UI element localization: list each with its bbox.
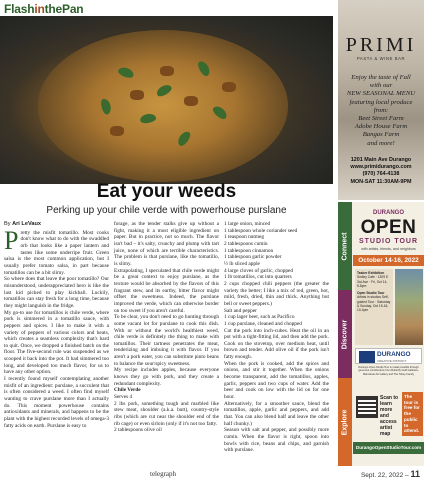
ingredient: 1 large onion, minced — [224, 221, 271, 227]
studio-photo — [395, 269, 423, 345]
tour-website-link[interactable]: DurangoOpenStudioTour.com — [353, 442, 424, 454]
primi-contact — [338, 157, 424, 186]
paragraph: So where does that leave the poor tomatillo? Our misunderstood, underappreciated hero is like the last kid picked to play kickball. Luckily, tomatillos can stay fresh for a long time, because they might languish in the fridge. — [4, 276, 109, 309]
paragraph: I recently found myself contemplating another misfit of an ingredient: purslane, a succulent that is often considered a weed. I often find myself wanting to crave purslane more than I actually do. This moment powerhouse contains antioxidants and minerals, and happens to be the plant with the highest recorded levels of omega-3 fatty acids on earth. Purslane is easy to — [4, 376, 109, 429]
ingredient: 1 tablespoon cinnamon — [224, 247, 274, 254]
ingredient: 1 cup lager beer, such as Pacifico — [224, 314, 295, 321]
article-column-3 — [224, 221, 329, 468]
paragraph: My recipe includes apples, because everyone knows they go with pork, and they create a redundant complexity. — [114, 367, 219, 387]
creative-district-logo: DURANGO CREATIVE DISTRICT — [355, 348, 422, 364]
sidebar-discover: Discover — [338, 290, 352, 378]
recipe-step: Season with salt and pepper, and possibly more cumin. When the flavor is right, spoon into bowls with rice, beans and chips, and garnish with purslane. — [224, 427, 329, 454]
ingredient: 1 lb tomatillos, cut into quarters — [224, 274, 292, 281]
sponsor-fine-print: Durango Open Studio Tour is made possible through generous contributions from Butterfly Gold Galleries, Mainstreet Art Gallery and The Tobey Family — [358, 366, 419, 376]
ingredient: 2 cups chopped chili peppers (the greater the variety the better; I like a mix of red, green, hot, mild, fresh, dried, thin and thick. Anything but bell or sweet peppers.) — [224, 280, 329, 307]
primi-tagline: Enjoy the taste of Fall with our NEW SEASONAL MENU featuring local produce from: Beet Street Farm Adobe House Farm Bangas Farm and more! — [346, 74, 416, 147]
recipe-step: Cut the pork into inch-cubes. Heat the oil in an pot with a tight-fitting lid, and then add the pork. Cook on the stovetop, over medium heat, until brown and tender. Add olive oil if the pork isn't fatty enough. — [224, 327, 329, 361]
recipe-step: Alternatively, for a smoother sauce, blend the tomatillos, apple, garlic and peppers, and add that. You can also blend half and leave the other half chunky.) — [224, 400, 329, 427]
sidebar-explore: Explore — [338, 378, 352, 466]
paragraph: retty the misfit tomatillo. Most cooks don't know what to do with the swaddled orb that looks like a paper lantern and tastes like some underripe fruit. Green salsa is the most common application, but I usually prefer tomato salsa, in part because tomatillos can be a bit slimy. — [4, 229, 109, 276]
chile-verde-photo — [0, 16, 333, 184]
paragraph: Extrapolating, I speculated that chile verde might be a great context to enjoy purslane, as the texture would be absorbed by the flavors of this fragrant stew, and its earthy, bitter flavor might offset the sweetness. Indeed, the purslane improved the verde, which can otherwise border on too sweet if you aren't careful. — [114, 267, 219, 314]
subheadline: Perking up your chile verde with powerhouse purslane — [46, 205, 287, 216]
article-body — [4, 221, 330, 468]
ingredient: 2 lbs pork, something tough and marbled like stew meat, shoulder (a.k.a. butt), country-style ribs (which are cut near the shoulder end of the rib cage) or even sirloin (only if it's not too fatty. — [114, 400, 219, 427]
headline: Eat your weeds — [96, 181, 237, 202]
free-tour-note: The tour is free for the public to attend. — [402, 392, 423, 436]
ingredient: 1 tablespoon whole coriander seed — [224, 227, 298, 234]
primi-hours: MON-SAT 11:30AM-9PM — [350, 178, 412, 185]
open-wordmark: OPEN — [360, 217, 417, 238]
ingredient: 2 tablespoons cumin — [224, 240, 268, 247]
event-info: Tasker Exhibition Smiley Cafe · 1309 E 3rd Ave · Fri, Oct 14, 5-8pm Open Studio Tour Artists in studios Self-guided Tour · Saturday & Sunday, Oct 15-16, 10-4pm — [355, 269, 393, 345]
recipe-serves: Serves 4 — [114, 394, 133, 401]
publication-name: telegraph — [150, 470, 177, 478]
paragraph: forage, as the tender stalks give up without a fight, making it a most eligible ingredient on paper. But in practice, not so much. The flavor isn't bad – it's salty, crunchy and plump with tart juice, none of which are terrible characteristics. The problem is that purslane, like the tomatillo, is slimy. — [114, 221, 219, 267]
paragraph: My go-to use for tomatillos is chile verde, where pork is simmered in a tomatillo sauce, with peppers and spices. I like to make it with a variety of peppers of various colors and heats, which creates a seamless complexity that's hard to quit. Once, we dropped a finished batch on the floor. The five-second rule was suspended as we scooped it back into the pot. It had simmered too long, and developed too much flavor, for us to have any other option. — [4, 309, 109, 376]
paragraph: To be clear, you don't need to go hunting through some vacant lot for purslane to cook this dish. With or without the world's healthiest weed, chile verde is definitely the thing to make with tomatillos. Their tartness penetrates the meat, tenderizing and imbuing it with flavor. If you aren't a pork eater, you can substitute pinto beans to balance the sour/spicy sweetness. — [114, 314, 219, 367]
byline: By Ari LeVaux — [4, 221, 42, 227]
durango-open-studio-ad[interactable] — [338, 202, 424, 466]
ingredient: ½ lb sliced apple — [224, 260, 260, 267]
ad-sidebar — [338, 202, 352, 466]
studio-tour-wordmark: STUDIO TOUR — [358, 238, 419, 245]
primi-address: 1201 Main Ave Durango — [350, 157, 412, 163]
ingredient: 1 tablespoon garlic powder — [224, 254, 282, 261]
section-name: FlashinthePan — [4, 2, 84, 16]
stew-plate — [38, 30, 288, 182]
sidebar-connect: Connect — [338, 202, 352, 290]
primi-logo: PRIMI — [345, 34, 417, 56]
drop-cap: P — [4, 225, 19, 255]
page-footer — [361, 469, 420, 479]
ad-tagline: with artists, friends, and neighbors — [361, 247, 416, 251]
ingredient: 2 tablespoons olive oil — [114, 427, 162, 434]
recipe-title: Chile Verde — [114, 387, 141, 394]
mountain-icon — [359, 351, 375, 363]
durango-title: DURANGO — [373, 210, 404, 216]
ingredient: 4 large cloves of garlic, chopped — [224, 267, 294, 274]
article-column-2 — [114, 221, 219, 468]
primi-phone: (970) 764-4138 — [362, 171, 400, 178]
qr-code-icon[interactable] — [356, 396, 378, 418]
primi-website-link[interactable]: www.primidurango.com — [350, 164, 412, 171]
primi-logo-subtitle: PASTA & WINE BAR — [356, 56, 406, 61]
ingredient: Salt and pepper — [224, 307, 257, 314]
ingredient: 1 cup purslane, cleaned and chopped — [224, 320, 302, 327]
issue-date: Sept. 22, 2022 – — [360, 472, 409, 479]
scan-prompt: Scan to learn more and access artist map — [380, 395, 399, 437]
section-header — [4, 0, 334, 14]
article-column-1 — [4, 221, 109, 468]
ingredient: 1 teaspoon nutmeg — [224, 234, 265, 241]
event-dates: October 14-16, 2022 — [353, 255, 424, 266]
primi-ad[interactable] — [338, 0, 424, 200]
page-number: 11 — [410, 469, 420, 479]
recipe-step: When the pork is cooked, add the spices and onions, and stir it together. When the onions become transparent, add the tomatillos, apples, garlic, peppers and two cups of water. Add the beer and cook on low with the lid on for one hour. — [224, 360, 329, 401]
